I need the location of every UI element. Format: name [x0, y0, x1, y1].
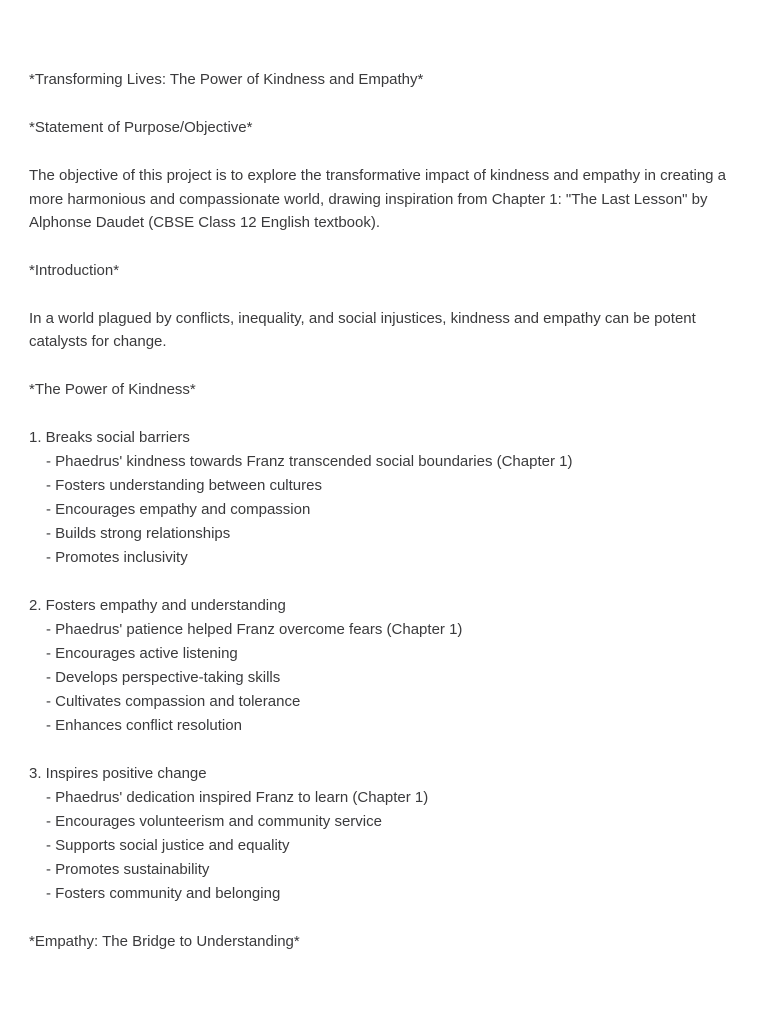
list-item: - Encourages empathy and compassion	[46, 500, 311, 518]
spacer	[29, 354, 729, 378]
document-title: *Transforming Lives: The Power of Kindness and Empathy*	[29, 71, 424, 88]
list-item: - Promotes sustainability	[46, 860, 210, 878]
spacer	[29, 140, 729, 164]
purpose-paragraph: The objective of this project is to explore the transformative impact of kindness and empathy in creating a more harmonious and compassionate world, drawing inspiration from Chapter 1: "The Last Lesson" by Alphonse Daudet (CBSE Class 12 English textbook).	[29, 167, 727, 231]
spacer	[29, 402, 729, 426]
spacer	[29, 283, 729, 307]
section-fosters-empathy	[29, 594, 729, 738]
kindness-heading: *The Power of Kindness*	[29, 380, 196, 398]
list-item: - Phaedrus' kindness towards Franz transcended social boundaries (Chapter 1)	[46, 452, 573, 470]
list-item: - Phaedrus' patience helped Franz overcome fears (Chapter 1)	[46, 620, 463, 638]
empathy-heading: *Empathy: The Bridge to Understanding*	[29, 932, 300, 950]
spacer	[29, 906, 729, 930]
section-inspires-change	[29, 762, 729, 906]
purpose-heading: *Statement of Purpose/Objective*	[29, 119, 253, 136]
list-item: - Promotes inclusivity	[46, 548, 188, 566]
document-body	[29, 68, 729, 954]
section-heading: 3. Inspires positive change	[29, 764, 207, 782]
list-item: - Encourages active listening	[46, 644, 238, 662]
introduction-heading: *Introduction*	[29, 261, 120, 279]
section-heading: 2. Fosters empathy and understanding	[29, 596, 286, 614]
spacer	[29, 570, 729, 594]
list-item: - Supports social justice and equality	[46, 836, 290, 854]
section-breaks-barriers	[29, 426, 729, 570]
list-item: - Encourages volunteerism and community service	[46, 812, 382, 830]
list-item: - Develops perspective-taking skills	[46, 668, 281, 686]
list-item: - Fosters understanding between cultures	[46, 476, 322, 494]
list-item: - Enhances conflict resolution	[46, 716, 242, 734]
introduction-paragraph: In a world plagued by conflicts, inequality, and social injustices, kindness and empathy can be potent catalysts for change.	[29, 309, 696, 350]
list-item: - Phaedrus' dedication inspired Franz to learn (Chapter 1)	[46, 788, 429, 806]
spacer	[29, 92, 729, 116]
list-item: - Cultivates compassion and tolerance	[46, 692, 301, 710]
section-heading: 1. Breaks social barriers	[29, 428, 190, 446]
list-item: - Fosters community and belonging	[46, 884, 281, 902]
spacer	[29, 738, 729, 762]
spacer	[29, 235, 729, 259]
list-item: - Builds strong relationships	[46, 524, 231, 542]
